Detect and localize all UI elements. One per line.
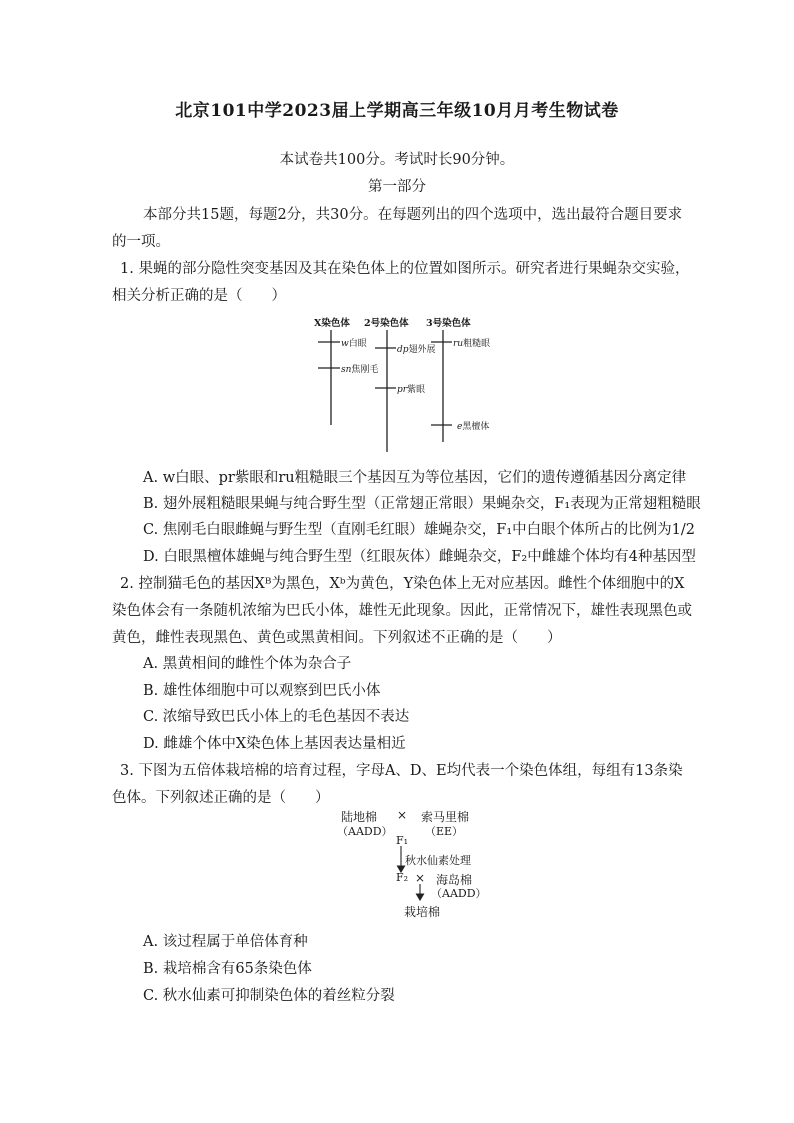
- parent3-name: 海岛棉: [436, 873, 473, 887]
- q2-stem-line-2: 染色体会有一条随机浓缩为巴氏小体，雄性无此现象。因此，正常情况下，雄性表现黑色或: [112, 603, 692, 619]
- part-heading: 第一部分: [368, 179, 426, 195]
- parent2-name: 索马里棉: [421, 810, 470, 824]
- q2-stem-line-1: 2. 控制猫毛色的基因Xᴮ为黑色，Xᵇ为黄色，Y染色体上无对应基因。雌性个体细胞中的X: [120, 576, 685, 592]
- gene-dp-label: dp翅外展: [397, 345, 436, 355]
- q3-option-b: B. 栽培棉含有65条染色体: [143, 961, 312, 977]
- q1-option-c: C. 焦刚毛白眼雌蝇与野生型（直刚毛红眼）雄蝇杂交，F₁中白眼个体所占的比例为1/2: [143, 522, 696, 538]
- chromosome-2-label: 2号染色体: [364, 318, 409, 329]
- q1-option-d: D. 白眼黑檀体雄蝇与纯合野生型（红眼灰体）雌蝇杂交，F₂中雌雄个体均有4种基因型: [143, 549, 696, 565]
- q3-stem-line-1: 3. 下图为五倍体栽培棉的培育过程，字母A、D、E均代表一个染色体组，每组有13条染: [120, 763, 683, 779]
- instructions-line-2: 的一项。: [112, 234, 170, 250]
- gene-e-label: e黑檀体: [457, 422, 490, 432]
- q1-stem-line-2: 相关分析正确的是（ ）: [112, 288, 286, 304]
- treatment-label: 秋水仙素处理: [405, 854, 471, 867]
- q2-option-b: B. 雄性体细胞中可以观察到巴氏小体: [143, 683, 381, 699]
- q1-option-a: A. w白眼、pr紫眼和ru粗糙眼三个基因互为等位基因，它们的遗传遵循基因分离定律: [143, 470, 687, 486]
- q1-option-b: B. 翅外展粗糙眼果蝇与纯合野生型（正常翅正常眼）果蝇杂交，F₁表现为正常翅粗糙眼: [143, 496, 701, 512]
- q2-stem-line-3: 黄色，雌性表现黑色、黄色或黑黄相间。下列叙述不正确的是（ ）: [112, 630, 562, 646]
- chromosome-3-label: 3号染色体: [426, 318, 471, 329]
- q2-option-d: D. 雌雄个体中X染色体上基因表达量相近: [143, 736, 406, 752]
- parent1-genome: （AADD）: [337, 825, 393, 838]
- q1-stem-line-1: 1. 果蝇的部分隐性突变基因及其在染色体上的位置如图所示。研究者进行果蝇杂交实验，: [120, 261, 690, 277]
- f1-label: F₁: [396, 834, 409, 847]
- parent1-name: 陆地棉: [341, 810, 378, 824]
- gene-w-label: w白眼: [341, 339, 367, 349]
- result-label: 栽培棉: [404, 905, 441, 919]
- q3-option-c: C. 秋水仙素可抑制染色体的着丝粒分裂: [143, 988, 395, 1004]
- q3-stem-line-2: 色体。下列叙述正确的是（ ）: [112, 790, 330, 806]
- cross-symbol-2: ×: [415, 871, 426, 885]
- exam-title: 北京101中学2023届上学期高三年级10月月考生物试卷: [175, 101, 619, 121]
- q2-option-c: C. 浓缩导致巴氏小体上的毛色基因不表达: [143, 709, 410, 725]
- gene-ru-label: ru粗糙眼: [453, 339, 491, 349]
- exam-info: 本试卷共100分。考试时长90分钟。: [279, 152, 515, 168]
- instructions-line-1: 本部分共15题，每题2分，共30分。在每题列出的四个选项中，选出最符合题目要求: [143, 207, 683, 223]
- cross-symbol-1: ×: [397, 808, 408, 822]
- parent2-genome: （EE）: [425, 825, 464, 838]
- q2-option-a: A. 黑黄相间的雌性个体为杂合子: [143, 656, 352, 672]
- gene-sn-label: sn焦刚毛: [341, 365, 379, 375]
- chromosome-x-label: X染色体: [314, 318, 350, 329]
- q3-option-a: A. 该过程属于单倍体育种: [143, 934, 308, 950]
- f2-label: F₂: [396, 871, 409, 884]
- gene-pr-label: pr紫眼: [397, 385, 426, 395]
- parent3-genome: （AADD）: [431, 887, 487, 900]
